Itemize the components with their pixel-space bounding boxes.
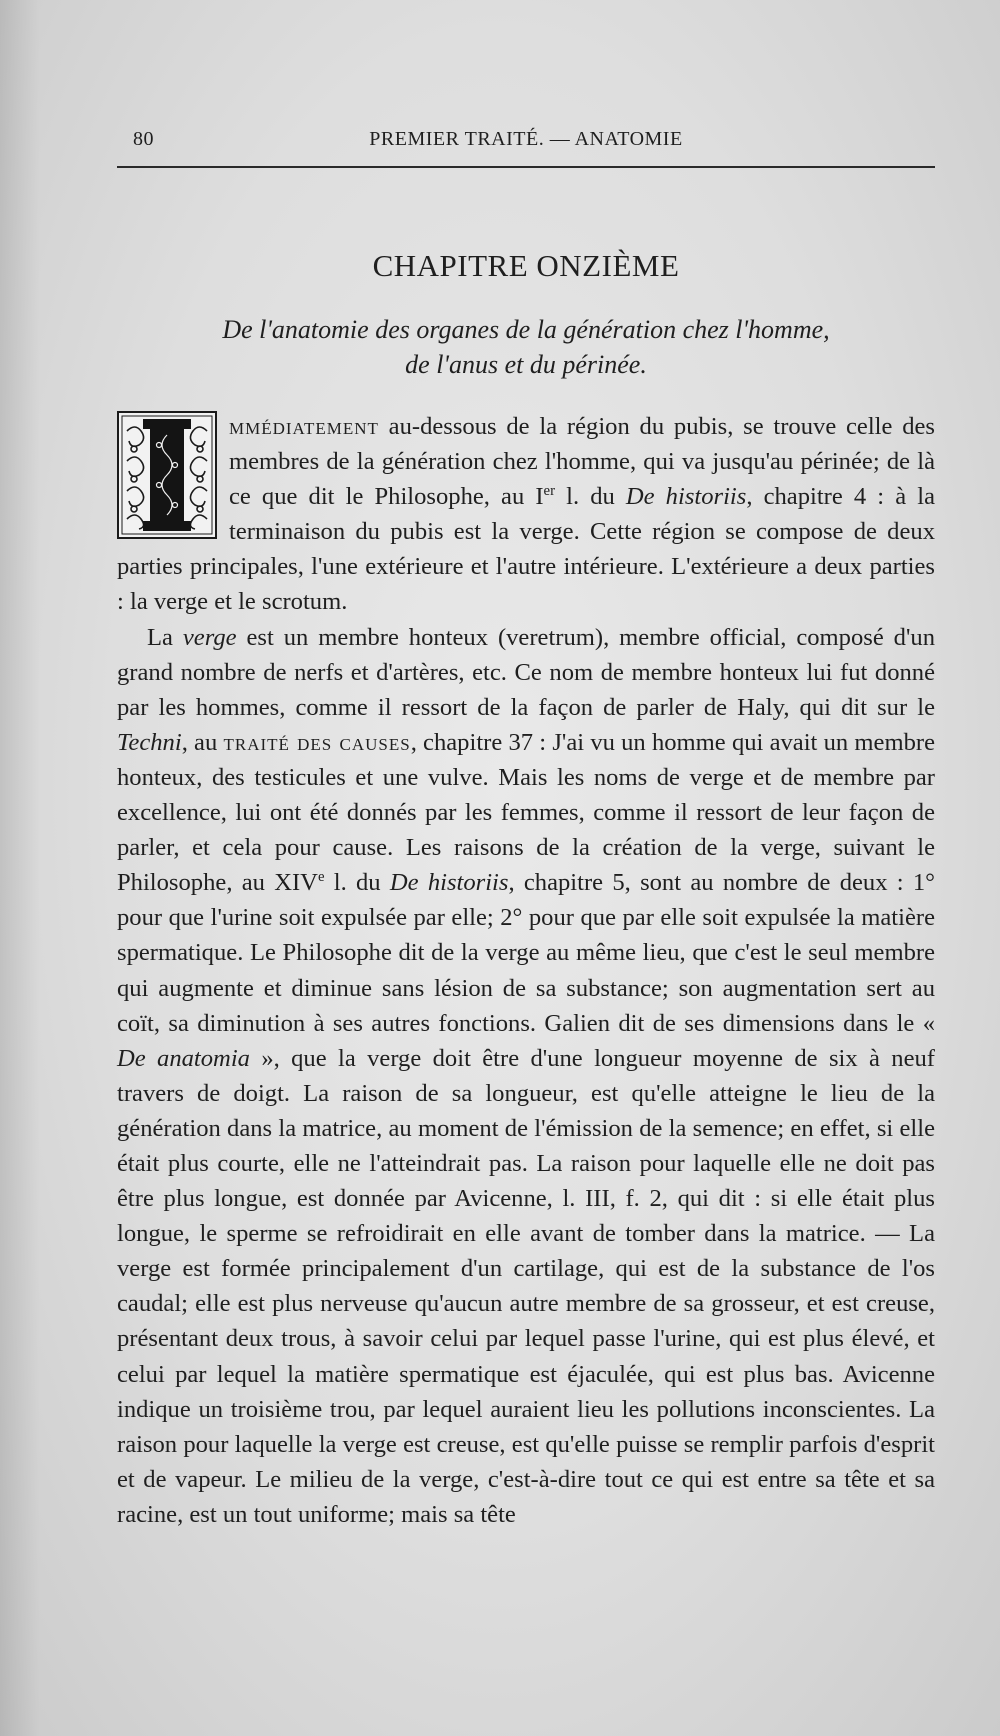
header-rule	[117, 166, 935, 168]
chapter-title: CHAPITRE ONZIÈME	[372, 248, 680, 283]
running-title: PREMIER TRAITÉ. — ANATOMIE	[369, 128, 683, 150]
paragraph-2: La verge est un membre honteux (veretrum), membre official, composé d'un grand nombre de nerfs et d'artères, etc. Ce nom de membre honteux lui fut donné par les hommes, comme il ressort de la façon de parler de Haly, qui dit sur le Techni, au traité des causes, chapitre 37 : J'ai vu un homme qui avait un membre honteux, des testicules et une vulve. Mais les noms de verge et de membre par excellence, lui ont été donnés par les femmes, comme il ressort de leur façon de parler, et cela pour cause. Les raisons de la création de la verge, suivant le Philosophe, au XIVe l. du De historiis, chapitre 5, sont au nombre de deux : 1° pour que l'urine soit expulsée par elle; 2° pour que par elle soit expulsée la matière spermatique. Le Philosophe dit de la verge au même lieu, que c'est le seul membre qui augmente et diminue sans lésion de sa substance; son augmentation sert au coït, sa diminution à ses autres fonctions. Galien dit de ses dimensions dans le « De anatomia », que la verge doit être d'une longueur moyenne de six à neuf travers de doigt. La raison de sa longueur, est qu'elle atteigne le lieu de la génération dans la matrice, au moment de l'émission de la semence; en effet, si elle était plus courte, elle ne l'atteindrait pas. La raison pour laquelle elle ne doit pas être plus longue, est donnée par Avicenne, l. III, f. 2, qui dit : si elle était plus longue, le sperme se refroidirait en elle avant de tomber dans la matrice. — La verge est formée principalement d'un cartilage, qui est de la substance de l'os caudal; elle est plus nerveuse qu'aucun autre membre de sa grosseur, et est creuse, présentant deux trous, à savoir celui par lequel passe l'urine, qui est plus élevé, et celui par lequel la matière spermatique est éjaculée, qui est plus bas. Avicenne indique un troisième trou, par lequel auraient lieu les pollutions inconscientes. La raison pour laquelle la verge est creuse, est qu'elle puisse se remplir parfois d'esprit et de vapeur. Le milieu de la verge, c'est-à-dire tout ce qui est entre sa tête et sa racine, est un tout uniforme; mais sa tête	[117, 623, 936, 1528]
chapter-subtitle-line-2: de l'anus et du périnée.	[405, 350, 647, 379]
body-text	[117, 409, 935, 1532]
ornamental-drop-cap-icon	[117, 411, 217, 539]
chapter-subtitle	[117, 312, 935, 382]
page-number: 80	[133, 128, 154, 150]
page-edge-shadow	[0, 0, 40, 1736]
opening-small-caps: mmédiatement	[229, 413, 379, 440]
page-header	[117, 124, 935, 154]
paragraph-1: mmédiatement au-dessous de la région du pubis, se trouve celle des membres de la génération chez l'homme, qui va jusqu'au périnée; de là ce que dit le Philosophe, au Ier l. du De historiis, chapitre 4 : à la terminaison du pubis est la verge. Cette région se compose de deux parties principales, l'une extérieure et l'autre intérieure. L'extérieure a deux parties : la verge et le scrotum.	[117, 413, 935, 616]
chapter-subtitle-line-1: De l'anatomie des organes de la génération chez l'homme,	[222, 315, 830, 344]
